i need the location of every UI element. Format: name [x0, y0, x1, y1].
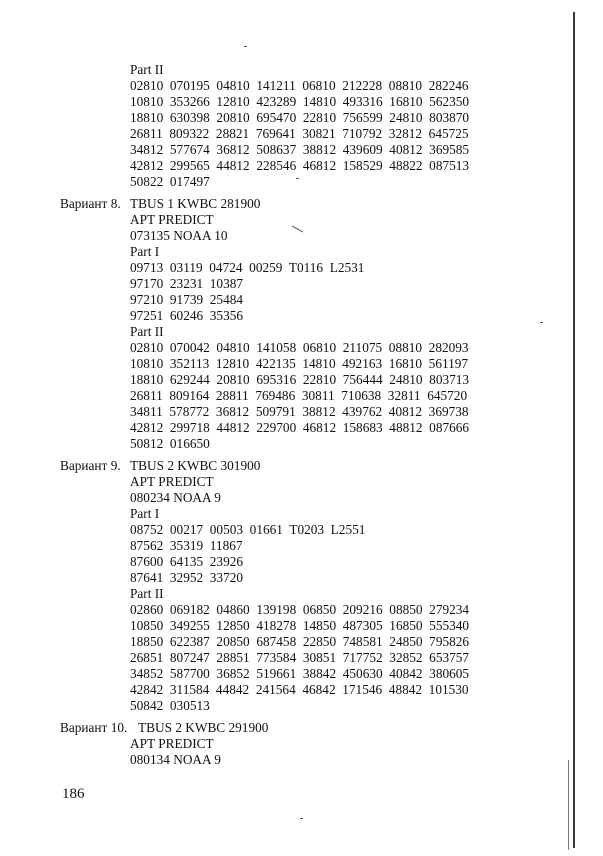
- text-line: 02860 069182 04860 139198 06850 209216 08850 279234: [130, 602, 470, 617]
- text-line: 08752 00217 00503 01661 T0203 L2551: [130, 522, 366, 537]
- text-line: 18810 629244 20810 695316 22810 756444 24810 803713: [130, 372, 470, 387]
- text-line: 10850 349255 12850 418278 14850 487305 16850 555340: [130, 618, 470, 633]
- page-edge-shadow-inner: [568, 760, 569, 850]
- text-line: 02810 070042 04810 141058 06810 211075 08810 282093: [130, 340, 469, 355]
- text-line: 42842 311584 44842 241564 46842 171546 48842 101530: [130, 682, 469, 697]
- text-line: 26851 807247 28851 773584 30851 717752 32852 653757: [130, 650, 470, 665]
- text-line: 18850 622387 20850 687458 22850 748581 24850 795826: [130, 634, 470, 649]
- text-line: 080234 NOAA 9: [130, 490, 221, 505]
- text-line: APT PREDICT: [130, 474, 214, 489]
- text-line: Part II: [130, 586, 164, 601]
- text-line: 10810 353266 12810 423289 14810 493316 16810 562350: [130, 94, 470, 109]
- text-line: 97251 60246 35356: [130, 308, 244, 323]
- text-line: 34852 587700 36852 519661 38842 450630 40842 380605: [130, 666, 470, 681]
- text-line: Part II: [130, 62, 164, 77]
- text-line: Part II: [130, 324, 164, 339]
- variant-header: TBUS 2 KWBC 291900: [138, 720, 269, 735]
- text-line: Part I: [130, 506, 160, 521]
- text-line: 87641 32952 33720: [130, 570, 244, 585]
- text-line: 50842 030513: [130, 698, 210, 713]
- variant-header: TBUS 2 KWBC 301900: [130, 458, 261, 473]
- text-line: 18810 630398 20810 695470 22810 756599 24810 803870: [130, 110, 470, 125]
- text-line: 09713 03119 04724 00259 T0116 L2531: [130, 260, 365, 275]
- text-line: 97170 23231 10387: [130, 276, 244, 291]
- scan-speck: [540, 322, 543, 323]
- text-line: Part I: [130, 244, 160, 259]
- text-line: 42812 299565 44812 228546 46812 158529 48822 087513: [130, 158, 470, 173]
- text-line: 34812 577674 36812 508637 38812 439609 40812 369585: [130, 142, 470, 157]
- text-line: 34811 578772 36812 509791 38812 439762 40812 369738: [130, 404, 469, 419]
- text-line: 42812 299718 44812 229700 46812 158683 48812 087666: [130, 420, 470, 435]
- text-line: 97210 91739 25484: [130, 292, 244, 307]
- text-line: 02810 070195 04810 141211 06810 212228 08810 282246: [130, 78, 469, 93]
- text-line: APT PREDICT: [130, 212, 214, 227]
- variant-label: Вариант 10.: [60, 720, 128, 735]
- page-number: 186: [62, 786, 85, 802]
- text-line: 26811 809322 28821 769641 30821 710792 32812 645725: [130, 126, 469, 141]
- variant-label: Вариант 9.: [60, 458, 121, 473]
- text-line: APT PREDICT: [130, 736, 214, 751]
- scan-speck: [244, 46, 247, 47]
- variant-header: TBUS 1 KWBC 281900: [130, 196, 261, 211]
- text-line: 073135 NOAA 10: [130, 228, 228, 243]
- text-line: 080134 NOAA 9: [130, 752, 221, 767]
- text-line: 50812 016650: [130, 436, 210, 451]
- scan-speck: [300, 818, 303, 819]
- text-line: 87562 35319 11867: [130, 538, 243, 553]
- text-line: 26811 809164 28811 769486 30811 710638 32811 645720: [130, 388, 468, 403]
- page-edge-shadow: [573, 12, 575, 848]
- text-line: 87600 64135 23926: [130, 554, 244, 569]
- scan-stroke: [290, 224, 306, 234]
- text-line: 50822 017497: [130, 174, 210, 189]
- scan-speck: [296, 178, 299, 179]
- text-line: 10810 352113 12810 422135 14810 492163 16810 561197: [130, 356, 469, 371]
- variant-label: Вариант 8.: [60, 196, 121, 211]
